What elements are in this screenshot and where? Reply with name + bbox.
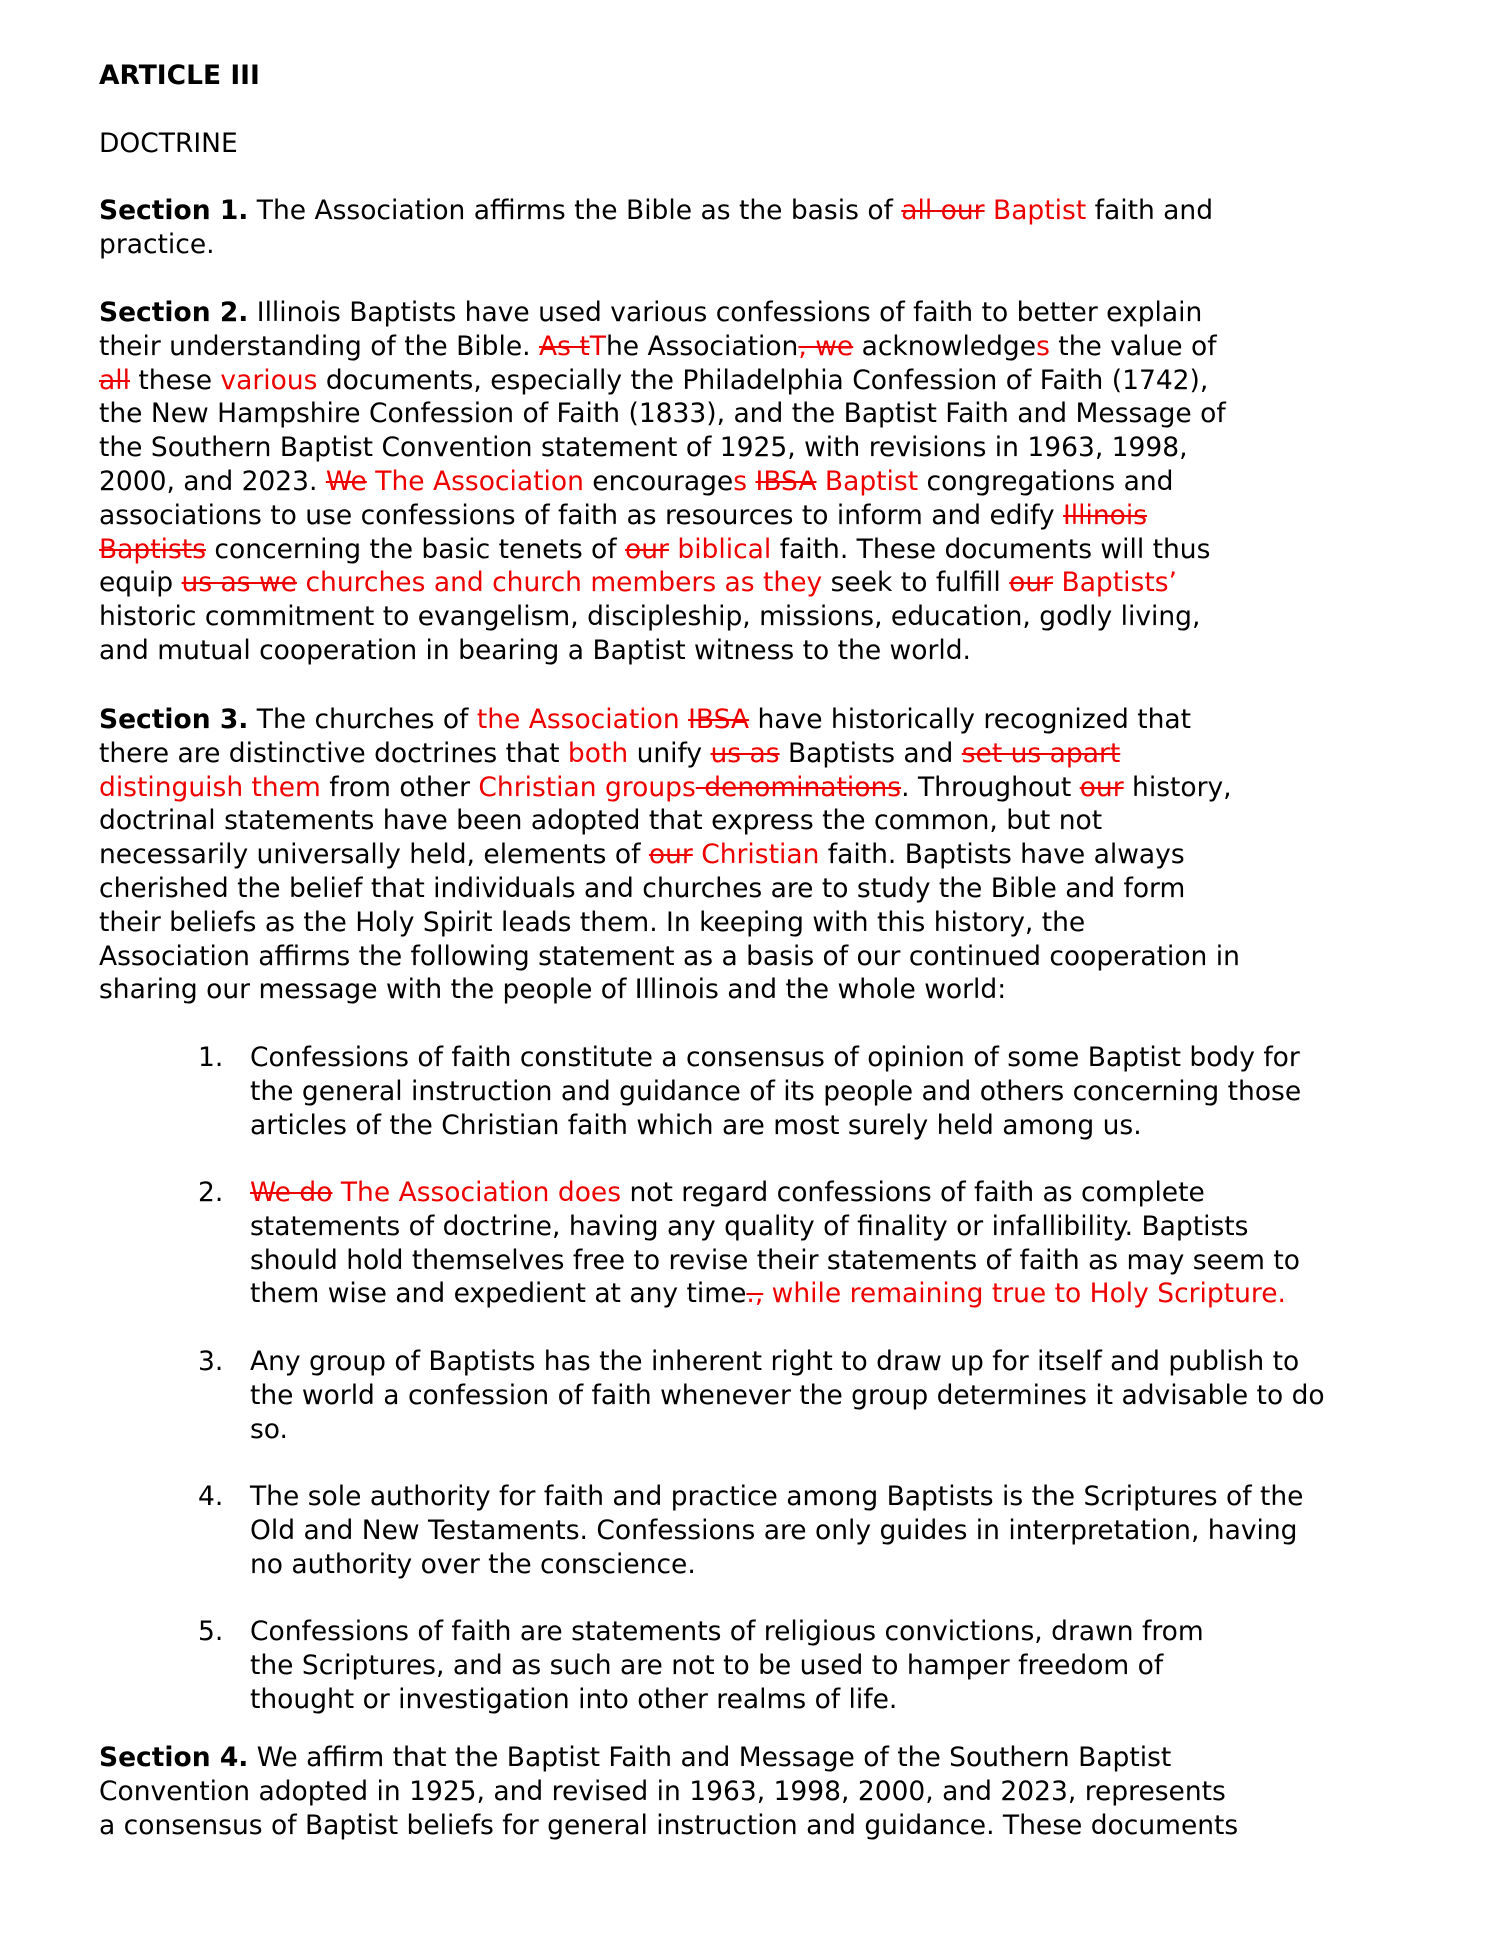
text-run: cherished the belief that individuals and churches are to study the Bible and form: [99, 872, 1186, 904]
deleted-text: As t: [539, 330, 590, 362]
text-run: and mutual cooperation in bearing a Baptist witness to the world.: [99, 634, 971, 666]
section-1-line-1: [99, 194, 1213, 228]
text-run: The sole authority for faith and practice among Baptists is the Scriptures of the: [250, 1481, 1304, 1512]
text-run: a consensus of Baptist beliefs for general instruction and guidance. These documents: [99, 1809, 1239, 1841]
section-4-heading: Section 4.: [99, 1742, 249, 1773]
text-run: not regard confessions of faith as complete: [621, 1177, 1205, 1208]
text-run: documents, especially the Philadelphia Confession of Faith (1742),: [317, 364, 1209, 396]
text-run: there are distinctive doctrines that: [99, 737, 568, 769]
section-4: [99, 1741, 1238, 1842]
section-1-line-2: [99, 228, 1213, 262]
list-item-2-line-3: [250, 1244, 1300, 1278]
deleted-text: IBSA: [755, 465, 817, 497]
list-number: 5.: [198, 1616, 224, 1647]
inserted-text: s: [1036, 330, 1050, 362]
list-item-2-line-4: [250, 1277, 1300, 1311]
list-item-5-line-2: [250, 1649, 1204, 1683]
list-item-4-line-2: [250, 1514, 1303, 1548]
text-run: [693, 839, 701, 870]
section-2-line-3: [99, 364, 1226, 398]
deleted-text: our: [1079, 771, 1124, 803]
list-item-5-line-1: [250, 1615, 1204, 1649]
text-run: Confessions of faith are statements of religious convictions, drawn from: [250, 1616, 1204, 1647]
text-run: [680, 704, 688, 735]
text-run: the New Hampshire Confession of Faith (1833), and the Baptist Faith and Message of: [99, 398, 1226, 430]
text-run: thought or investigation into other realms of life.: [250, 1683, 898, 1715]
section-2-line-9: [99, 566, 1226, 600]
section-2-line-5: [99, 431, 1226, 465]
text-run: the world a confession of faith whenever the group determines it advisable to do: [250, 1379, 1325, 1411]
inserted-text: various: [220, 364, 318, 396]
section-3-line-4: [99, 804, 1240, 838]
text-run: articles of the Christian faith which are most surely held among us.: [250, 1109, 1142, 1141]
section-2-heading: Section 2.: [99, 297, 249, 328]
inserted-text: Christian groups: [478, 771, 696, 803]
list-item-3-line-3: [250, 1413, 1325, 1447]
text-run: acknowledge: [853, 330, 1037, 362]
list-item-1-line-1: [250, 1041, 1301, 1075]
inserted-text: churches and church members as they: [305, 567, 823, 599]
text-run: statements of doctrine, having any quality of finality or infallibility. Baptists: [250, 1210, 1249, 1242]
text-run: 2000, and 2023.: [99, 465, 326, 497]
inserted-text: the Association: [476, 704, 680, 735]
list-number: 2.: [198, 1177, 224, 1208]
text-run: them wise and expedient at any time: [250, 1278, 747, 1310]
list-item-4-line-1: [250, 1480, 1303, 1514]
section-2-line-11: [99, 634, 1226, 668]
deleted-text: our: [1009, 567, 1054, 599]
deleted-text: us as: [710, 737, 780, 769]
article-heading: ARTICLE III: [99, 60, 260, 91]
text-run: history,: [1123, 771, 1232, 803]
deleted-text: IBSA: [688, 704, 750, 735]
section-2-line-7: [99, 499, 1226, 533]
section-4-line-2: [99, 1775, 1238, 1809]
section-1: [99, 194, 1213, 262]
section-2-line-4: [99, 397, 1226, 431]
list-item-3-line-2: [250, 1379, 1325, 1413]
deleted-text: denominations: [695, 771, 902, 803]
text-run: from other: [320, 771, 479, 803]
section-3-line-6: [99, 872, 1240, 906]
text-run: doctrinal statements have been adopted that express the common, but not: [99, 805, 1103, 837]
list-item-1-line-3: [250, 1109, 1301, 1143]
section-3: [99, 703, 1240, 1007]
deleted-text: .,: [746, 1278, 764, 1310]
text-run: Association affirms the following statement as a basis of our continued cooperation in: [99, 940, 1240, 972]
text-run: sharing our message with the people of Illinois and the whole world:: [99, 974, 1007, 1006]
deleted-text: We do: [250, 1177, 333, 1208]
inserted-text: Christian: [701, 839, 820, 871]
text-run: these: [129, 364, 221, 396]
inserted-text: s: [733, 465, 748, 497]
inserted-text: T: [589, 330, 606, 362]
text-run: practice.: [99, 228, 215, 260]
inserted-text: The Association: [375, 465, 584, 497]
section-3-line-7: [99, 906, 1240, 940]
deleted-text: our: [648, 839, 693, 871]
list-item-5-line-3: [250, 1683, 1204, 1717]
list-item-1-line-2: [250, 1075, 1301, 1109]
text-run: the general instruction and guidance of its people and others concerning those: [250, 1075, 1302, 1107]
list-item-2-line-2: [250, 1210, 1300, 1244]
list-item-3-line-1: [250, 1345, 1325, 1379]
section-2-line-6: [99, 465, 1226, 499]
text-run: Old and New Testaments. Confessions are only guides in interpretation, having: [250, 1514, 1298, 1546]
inserted-text: while remaining true to Holy Scripture.: [763, 1278, 1286, 1310]
list-number: 3.: [198, 1346, 224, 1377]
section-3-line-2: [99, 737, 1240, 771]
text-run: . Throughout: [901, 771, 1080, 803]
text-run: should hold themselves free to revise their statements of faith as may seem to: [250, 1244, 1300, 1276]
inserted-text: The Association does: [340, 1177, 622, 1208]
text-run: their beliefs as the Holy Spirit leads them. In keeping with this history, the: [99, 906, 1086, 938]
article-title: DOCTRINE: [99, 128, 238, 159]
text-run: seek to fulfill: [822, 567, 1010, 599]
text-run: unify: [628, 737, 711, 769]
list-item-4-line-3: [250, 1548, 1303, 1582]
text-run: faith. Baptists have always: [819, 839, 1185, 871]
deleted-text: set us apart: [961, 737, 1121, 769]
section-4-line-1: [99, 1741, 1238, 1775]
text-run: necessarily universally held, elements of: [99, 839, 649, 871]
text-run: have historically recognized that: [749, 704, 1192, 735]
deleted-text: our: [625, 533, 669, 565]
text-run: The Association affirms the Bible as the basis of: [248, 195, 902, 226]
section-3-line-5: [99, 838, 1240, 872]
text-run: congregations and: [918, 465, 1174, 497]
text-run: the Scriptures, and as such are not to be used to hamper freedom of: [250, 1649, 1164, 1681]
text-run: concerning the basic tenets of: [206, 533, 626, 565]
text-run: Illinois Baptists have used various confessions of faith to better explain: [248, 297, 1203, 328]
text-run: [985, 195, 993, 226]
text-run: Convention adopted in 1925, and revised in 1963, 1998, 2000, and 2023, represents: [99, 1775, 1226, 1807]
text-run: We affirm that the Baptist Faith and Message of the Southern Baptist: [248, 1742, 1172, 1773]
section-3-line-8: [99, 940, 1240, 974]
text-run: encourage: [583, 465, 734, 497]
text-run: [816, 466, 824, 497]
text-run: Confessions of faith constitute a consensus of opinion of some Baptist body for: [250, 1042, 1300, 1073]
text-run: [1053, 567, 1061, 598]
section-3-line-9: [99, 973, 1240, 1007]
list-number: 1.: [198, 1042, 224, 1073]
text-run: no authority over the conscience.: [250, 1548, 696, 1580]
section-2-line-10: [99, 600, 1226, 634]
section-2-line-1: [99, 296, 1226, 330]
text-run: [747, 466, 755, 497]
text-run: their understanding of the Bible.: [99, 330, 539, 362]
inserted-text: Baptist: [824, 465, 919, 497]
text-run: he Association: [605, 330, 799, 362]
deleted-text: , we: [798, 330, 854, 362]
section-3-line-3: [99, 771, 1240, 805]
text-run: historic commitment to evangelism, discipleship, missions, education, godly living,: [99, 601, 1201, 633]
text-run: faith. These documents will thus: [771, 533, 1211, 565]
text-run: equip: [99, 567, 182, 599]
section-1-heading: Section 1.: [99, 195, 249, 226]
text-run: faith and: [1086, 195, 1214, 226]
list-number: 4.: [198, 1481, 224, 1512]
section-3-heading: Section 3.: [99, 704, 249, 735]
inserted-text: distinguish them: [99, 771, 321, 803]
text-run: associations to use confessions of faith as resources to inform and edify: [99, 499, 1063, 531]
section-2-line-8: [99, 533, 1226, 567]
text-run: Any group of Baptists has the inherent right to draw up for itself and publish to: [250, 1346, 1300, 1377]
deleted-text: all our: [901, 195, 985, 226]
list-item-2-line-1: [250, 1176, 1300, 1210]
inserted-text: both: [567, 737, 629, 769]
deleted-text: Baptists: [99, 533, 206, 565]
text-run: so.: [250, 1413, 288, 1445]
section-2-line-2: [99, 330, 1226, 364]
deleted-text: Illinois: [1062, 499, 1148, 531]
text-run: the value of: [1049, 330, 1217, 362]
text-run: [367, 466, 375, 497]
text-run: Baptists and: [779, 737, 962, 769]
text-run: The churches of: [248, 704, 477, 735]
inserted-text: Baptist: [993, 195, 1087, 226]
deleted-text: all: [99, 364, 130, 396]
text-run: [332, 1177, 340, 1208]
section-4-line-3: [99, 1809, 1238, 1843]
inserted-text: biblical: [677, 533, 772, 565]
text-run: the Southern Baptist Convention statement of 1925, with revisions in 1963, 1998,: [99, 432, 1188, 464]
section-2: [99, 296, 1226, 668]
inserted-text: Baptists’: [1061, 567, 1177, 599]
section-3-line-1: [99, 703, 1240, 737]
deleted-text: us as we: [181, 567, 298, 599]
deleted-text: We: [325, 465, 367, 497]
